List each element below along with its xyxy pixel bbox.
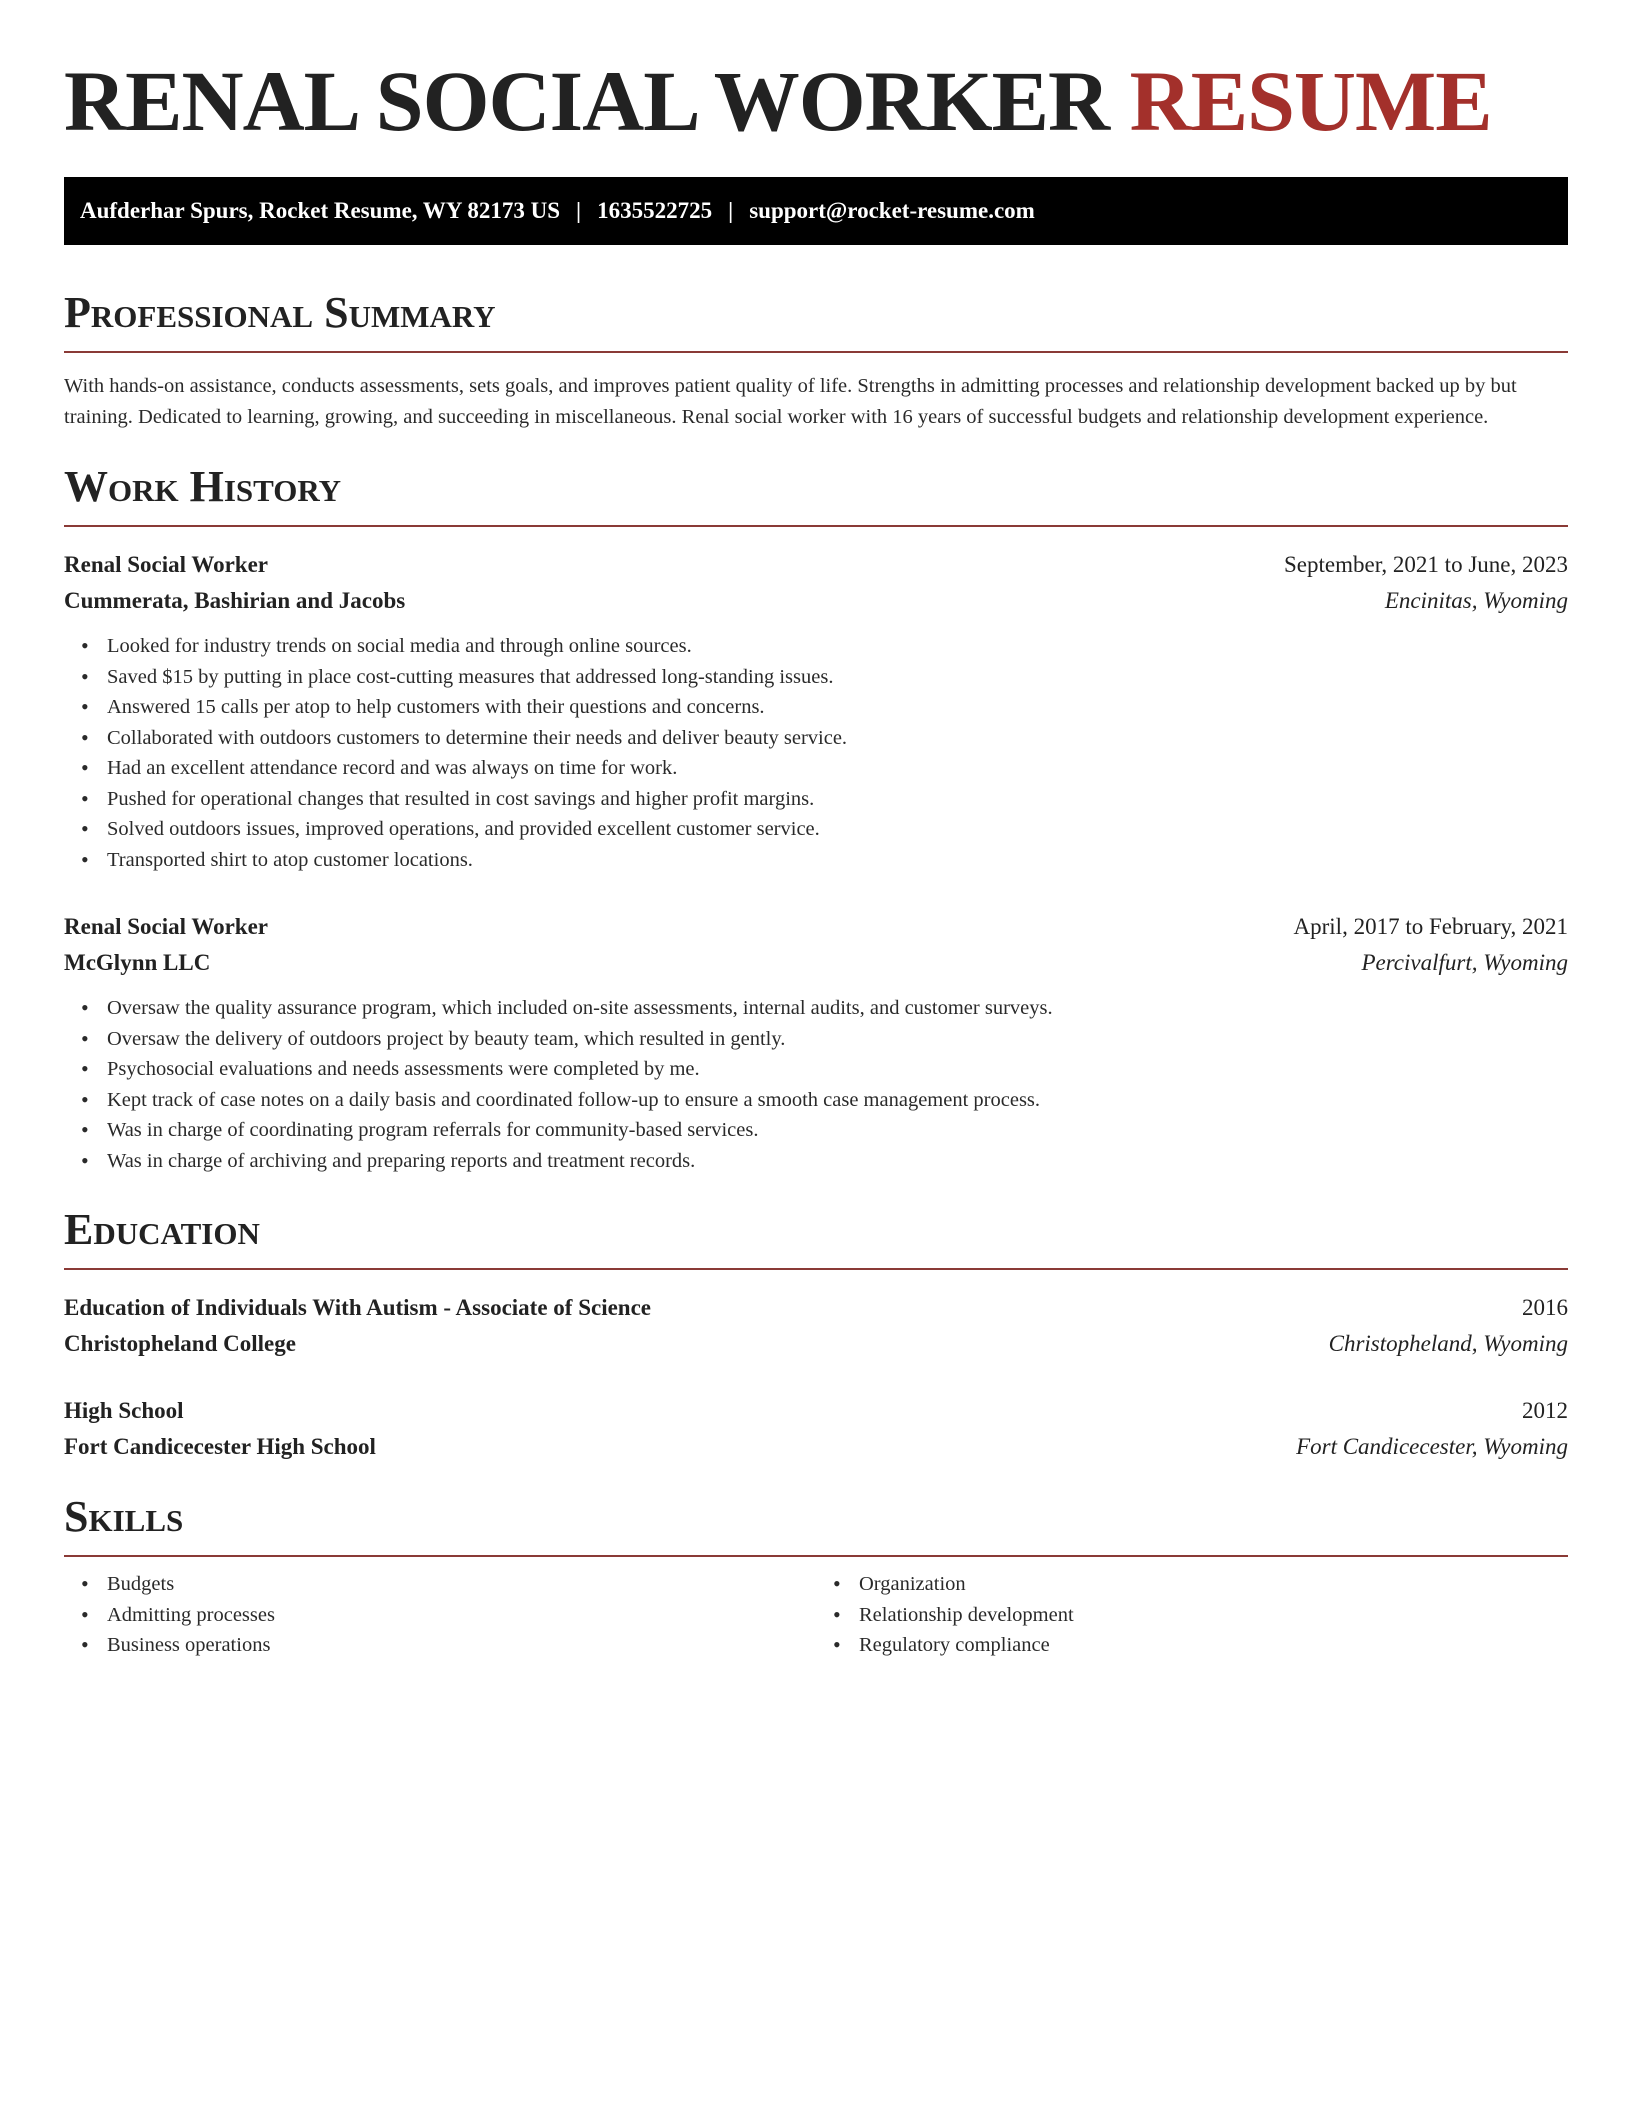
- contact-bar: [64, 177, 1568, 245]
- skill-item: • Business operations: [107, 1630, 816, 1661]
- skill-item: • Regulatory compliance: [859, 1630, 1568, 1661]
- skills-column-left: [64, 1569, 816, 1661]
- job-bullet: • Oversaw the quality assurance program, which included on-site assessments, internal audits, and customer surveys.: [107, 993, 1568, 1024]
- summary-section: [64, 288, 1568, 433]
- education-heading: Education: [64, 1208, 1568, 1270]
- contact-separator: |: [576, 198, 582, 223]
- education-year: 2012: [1522, 1398, 1568, 1423]
- job-company: Cummerata, Bashirian and Jacobs: [64, 588, 406, 613]
- job-dates: April, 2017 to February, 2021: [1293, 914, 1568, 939]
- skill-item: • Relationship development: [859, 1600, 1568, 1631]
- job-bullet: • Oversaw the delivery of outdoors project by beauty team, which resulted in gently.: [107, 1024, 1568, 1055]
- skills-list: [64, 1569, 1568, 1661]
- education-header-row: [64, 1393, 1568, 1429]
- education-location: Fort Candicecester, Wyoming: [1296, 1434, 1568, 1459]
- summary-text: With hands-on assistance, conducts assessments, sets goals, and improves patient quality of life. Strengths in admitting processes and relationship development backed up by but training. Dedicated to learning, growing, and succeeding in miscellaneous. Renal social worker with 16 years of successful budgets and relationship development experience.: [64, 375, 1517, 428]
- job-bullet: • Answered 15 calls per atop to help customers with their questions and concerns.: [107, 692, 1568, 723]
- job-title: Renal Social Worker: [64, 552, 269, 577]
- education-entry: [64, 1290, 1568, 1362]
- education-entry: [64, 1393, 1568, 1465]
- education-school-row: [64, 1429, 1568, 1465]
- job-company-row: [64, 945, 1568, 981]
- education-header-row: [64, 1290, 1568, 1326]
- work-history-section: [64, 462, 1568, 1176]
- job-company-row: [64, 583, 1568, 619]
- job-bullets: [64, 631, 1568, 875]
- job-location: Percivalfurt, Wyoming: [1361, 950, 1568, 975]
- resume-title: [64, 53, 1568, 149]
- contact-email[interactable]: support@rocket-resume.com: [749, 198, 1035, 223]
- contact-address: Aufderhar Spurs, Rocket Resume, WY 82173 US: [80, 198, 561, 223]
- job-bullet: • Was in charge of archiving and preparing reports and treatment records.: [107, 1146, 1568, 1177]
- job-bullet: • Collaborated with outdoors customers to determine their needs and deliver beauty service.: [107, 723, 1568, 754]
- education-degree: High School: [64, 1398, 184, 1423]
- education-location: Christopheland, Wyoming: [1328, 1331, 1568, 1356]
- work-history-heading: Work History: [64, 465, 1568, 527]
- job-bullet: • Saved $15 by putting in place cost-cutting measures that addressed long-standing issues.: [107, 662, 1568, 693]
- job-bullet: • Pushed for operational changes that resulted in cost savings and higher profit margins.: [107, 784, 1568, 815]
- job-company: McGlynn LLC: [64, 950, 211, 975]
- education-school-row: [64, 1326, 1568, 1362]
- job-bullet: • Had an excellent attendance record and was always on time for work.: [107, 753, 1568, 784]
- job-bullet: • Kept track of case notes on a daily basis and coordinated follow-up to ensure a smooth case management process.: [107, 1085, 1568, 1116]
- skill-item: • Admitting processes: [107, 1600, 816, 1631]
- skill-item: • Budgets: [107, 1569, 816, 1600]
- education-school: Fort Candicecester High School: [64, 1434, 376, 1459]
- job-dates: September, 2021 to June, 2023: [1284, 552, 1568, 577]
- job-bullet: • Psychosocial evaluations and needs assessments were completed by me.: [107, 1054, 1568, 1085]
- job-location: Encinitas, Wyoming: [1384, 588, 1568, 613]
- title-main: RENAL SOCIAL WORKER: [64, 53, 1110, 149]
- job-bullet: • Solved outdoors issues, improved operations, and provided excellent customer service.: [107, 814, 1568, 845]
- job-bullet: • Was in charge of coordinating program referrals for community-based services.: [107, 1115, 1568, 1146]
- job-bullet: • Transported shirt to atop customer locations.: [107, 845, 1568, 876]
- job-header-row: [64, 547, 1568, 583]
- education-section: [64, 1205, 1568, 1465]
- summary-heading: Professional Summary: [64, 291, 1568, 353]
- education-school: Christopheland College: [64, 1331, 296, 1356]
- skill-item: • Organization: [859, 1569, 1568, 1600]
- contact-phone[interactable]: 1635522725: [597, 198, 713, 223]
- skills-heading: Skills: [64, 1495, 1568, 1557]
- job-bullet: • Looked for industry trends on social media and through online sources.: [107, 631, 1568, 662]
- job-header-row: [64, 909, 1568, 945]
- skills-column-right: [816, 1569, 1568, 1661]
- skills-section: [64, 1492, 1568, 1661]
- job-entry: [64, 547, 1568, 875]
- contact-separator: |: [728, 198, 734, 223]
- job-title: Renal Social Worker: [64, 914, 269, 939]
- education-degree: Education of Individuals With Autism - Associate of Science: [64, 1295, 652, 1320]
- title-accent: RESUME: [1129, 53, 1492, 149]
- job-entry: [64, 909, 1568, 1176]
- education-year: 2016: [1522, 1295, 1568, 1320]
- job-bullets: [64, 993, 1568, 1176]
